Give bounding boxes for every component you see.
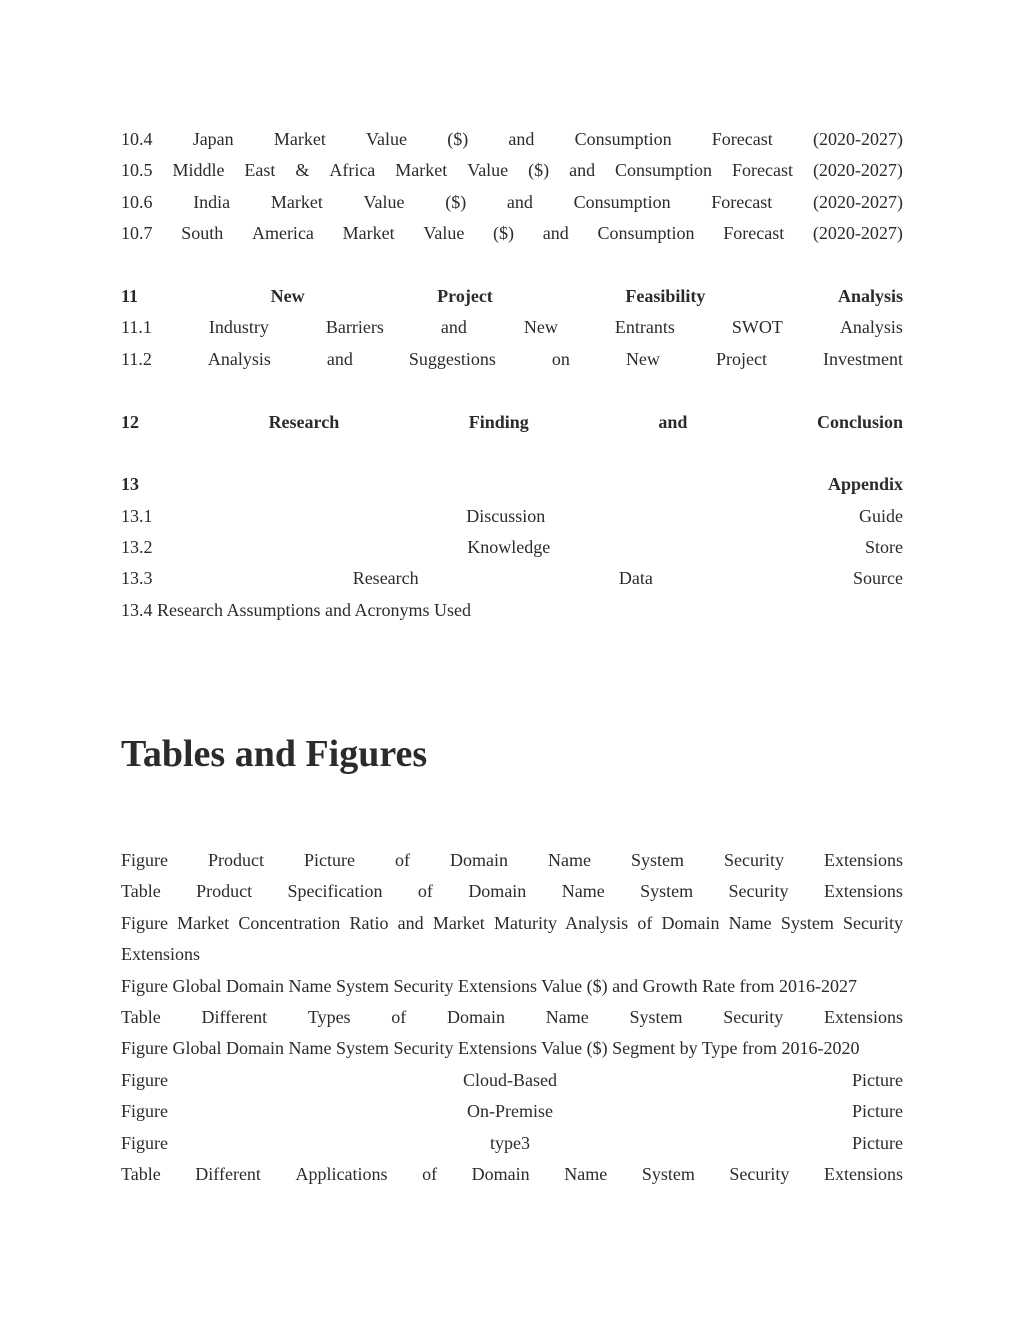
spacer (121, 250, 903, 281)
word: Consumption (615, 160, 713, 181)
word: of (391, 1006, 407, 1027)
figure-item-4[interactable]: Figure Global Domain Name System Security Extensions Value ($) and Growth Rate from 2016-2027 (121, 975, 858, 996)
word: Extensions (823, 1006, 903, 1027)
word: India (193, 191, 231, 212)
word: Africa (329, 160, 376, 181)
word: Middle (172, 160, 225, 181)
word: Figure (121, 1101, 168, 1122)
word: (2020-2027) (812, 223, 903, 244)
word: Consumption (574, 129, 672, 149)
word: Finding (468, 411, 529, 432)
word: (2020-2027) (812, 191, 903, 212)
word: Domain (471, 1163, 530, 1184)
word: Data (618, 568, 653, 589)
word: 13.3 (121, 568, 153, 589)
word: 13.2 (121, 537, 153, 558)
word: ($) (528, 160, 550, 181)
word: Security (729, 1163, 790, 1184)
toc-line-13-1[interactable] (121, 501, 903, 532)
word: Research (352, 568, 419, 589)
word: of (422, 1163, 438, 1184)
word: 11.1 (121, 317, 152, 338)
word: Domain (468, 881, 527, 902)
word: 11.2 (121, 348, 152, 369)
word: Table (121, 881, 161, 902)
word: Value (366, 129, 408, 149)
word: 13 (121, 474, 139, 495)
word: Value (467, 160, 509, 181)
word: (2020-2027) (812, 160, 903, 181)
word: New (523, 317, 558, 338)
figure-item-9[interactable] (121, 1128, 903, 1159)
word: and (542, 223, 569, 244)
word: 10.5 (121, 160, 153, 181)
word: South (181, 223, 224, 244)
word: East (244, 160, 276, 181)
word: Name (561, 881, 605, 902)
word: ($) (445, 191, 467, 212)
word: (2020-2027) (812, 129, 903, 149)
toc-line-10-5[interactable] (121, 155, 903, 186)
word: Market (270, 191, 323, 212)
figure-item-1[interactable] (121, 845, 903, 876)
word: Security (723, 1006, 784, 1027)
word: Picture (852, 1132, 903, 1153)
figure-item-5[interactable] (121, 1002, 903, 1033)
figure-item-8[interactable] (121, 1096, 903, 1127)
word: Security (728, 881, 789, 902)
word: Different (201, 1006, 268, 1027)
word: Security (724, 850, 784, 870)
toc-line-11-1[interactable] (121, 312, 903, 343)
word: Picture (852, 1069, 903, 1090)
word: 10.6 (121, 191, 153, 212)
toc-line-10-6[interactable] (121, 187, 903, 218)
figure-item-2[interactable] (121, 876, 903, 907)
word: Types (307, 1006, 351, 1027)
toc-line-12[interactable] (121, 407, 903, 438)
toc-line-13-4[interactable]: 13.4 Research Assumptions and Acronyms Used (121, 599, 471, 620)
word: Value (423, 223, 465, 244)
word: Store (864, 537, 903, 558)
word: System (641, 1163, 695, 1184)
word: Analysis (207, 348, 271, 369)
toc-line-13-2[interactable] (121, 532, 903, 563)
word: on (551, 348, 570, 369)
spacer (121, 438, 903, 469)
word: Different (195, 1163, 261, 1184)
word: Knowledge (467, 537, 551, 558)
word: Extensions (823, 881, 903, 902)
word: Source (853, 568, 903, 589)
word: Industry (208, 317, 269, 338)
word: Extensions (824, 850, 903, 870)
word: Analysis (837, 285, 903, 306)
word: Japan (192, 129, 234, 149)
word: System (640, 881, 694, 902)
word: and (658, 411, 688, 432)
toc-line-10-4[interactable] (121, 124, 903, 155)
spacer (121, 375, 903, 406)
word: Domain (447, 1006, 506, 1027)
word: Entrants (614, 317, 675, 338)
figure-item-10[interactable] (121, 1159, 903, 1190)
word: Name (548, 850, 591, 870)
word: Name (564, 1163, 608, 1184)
word: Specification (287, 881, 383, 902)
word: Figure (121, 850, 168, 870)
word: Consumption (573, 191, 671, 212)
word: New (270, 285, 305, 306)
word: System (629, 1006, 683, 1027)
word: Extensions (823, 1163, 903, 1184)
word: of (395, 850, 410, 870)
word: Forecast (723, 223, 785, 244)
word: Investment (822, 348, 903, 369)
word: 10.7 (121, 223, 153, 244)
word: Picture (851, 1101, 903, 1122)
section-title: Tables and Figures (121, 733, 428, 775)
word: Table (121, 1006, 161, 1027)
word: Market (395, 160, 448, 181)
word: type3 (490, 1132, 530, 1153)
word: Guide (858, 505, 903, 526)
word: 12 (121, 411, 139, 432)
word: Product (208, 850, 264, 870)
word: Barriers (325, 317, 384, 338)
word: System (630, 850, 684, 870)
figures-list (121, 845, 903, 1190)
word: Market (273, 129, 326, 149)
word: & (295, 160, 310, 181)
toc-line-13[interactable] (121, 469, 903, 500)
word: Forecast (732, 160, 793, 181)
word: Analysis (839, 317, 903, 338)
word: America (251, 223, 314, 244)
word: Forecast (711, 191, 773, 212)
figure-item-6[interactable]: Figure Global Domain Name System Security Extensions Value ($) Segment by Type from 2016-2020 (121, 1038, 860, 1059)
word: Suggestions (408, 348, 496, 369)
word: of (417, 881, 433, 902)
word: Project (715, 348, 767, 369)
word: 13.1 (121, 505, 153, 526)
figure-item-3[interactable]: Figure Market Concentration Ratio and Market Maturity Analysis of Domain Name System Security Extensions (121, 912, 903, 965)
toc-line-11[interactable] (121, 281, 903, 312)
word: Consumption (597, 223, 695, 244)
word: Product (196, 881, 253, 902)
word: SWOT (731, 317, 783, 338)
word: Figure (121, 1132, 168, 1153)
word: Figure (121, 1069, 168, 1090)
word: Table (121, 1163, 161, 1184)
word: Feasibility (625, 285, 706, 306)
word: Picture (304, 850, 355, 870)
toc-line-11-2[interactable] (121, 344, 903, 375)
word: Name (545, 1006, 589, 1027)
word: Forecast (711, 129, 773, 149)
word: Market (342, 223, 395, 244)
word: and (440, 317, 467, 338)
word: Research (268, 411, 340, 432)
word: and (326, 348, 353, 369)
word: New (625, 348, 660, 369)
word: ($) (447, 129, 469, 149)
word: and (508, 129, 535, 149)
word: Cloud-Based (463, 1069, 557, 1090)
word: 11 (121, 285, 139, 306)
toc-line-10-7[interactable] (121, 218, 903, 249)
figure-item-7[interactable] (121, 1065, 903, 1096)
word: ($) (493, 223, 515, 244)
word: Value (363, 191, 405, 212)
word: Project (437, 285, 493, 306)
word: Conclusion (816, 411, 903, 432)
word: Discussion (466, 505, 546, 526)
word: On-Premise (467, 1101, 553, 1122)
table-of-contents (121, 124, 903, 626)
word: and (569, 160, 596, 181)
word: Applications (295, 1163, 388, 1184)
word: 10.4 (121, 129, 153, 149)
toc-line-13-3[interactable] (121, 563, 903, 594)
word: and (506, 191, 533, 212)
word: Domain (450, 850, 508, 870)
word: Appendix (827, 474, 903, 495)
